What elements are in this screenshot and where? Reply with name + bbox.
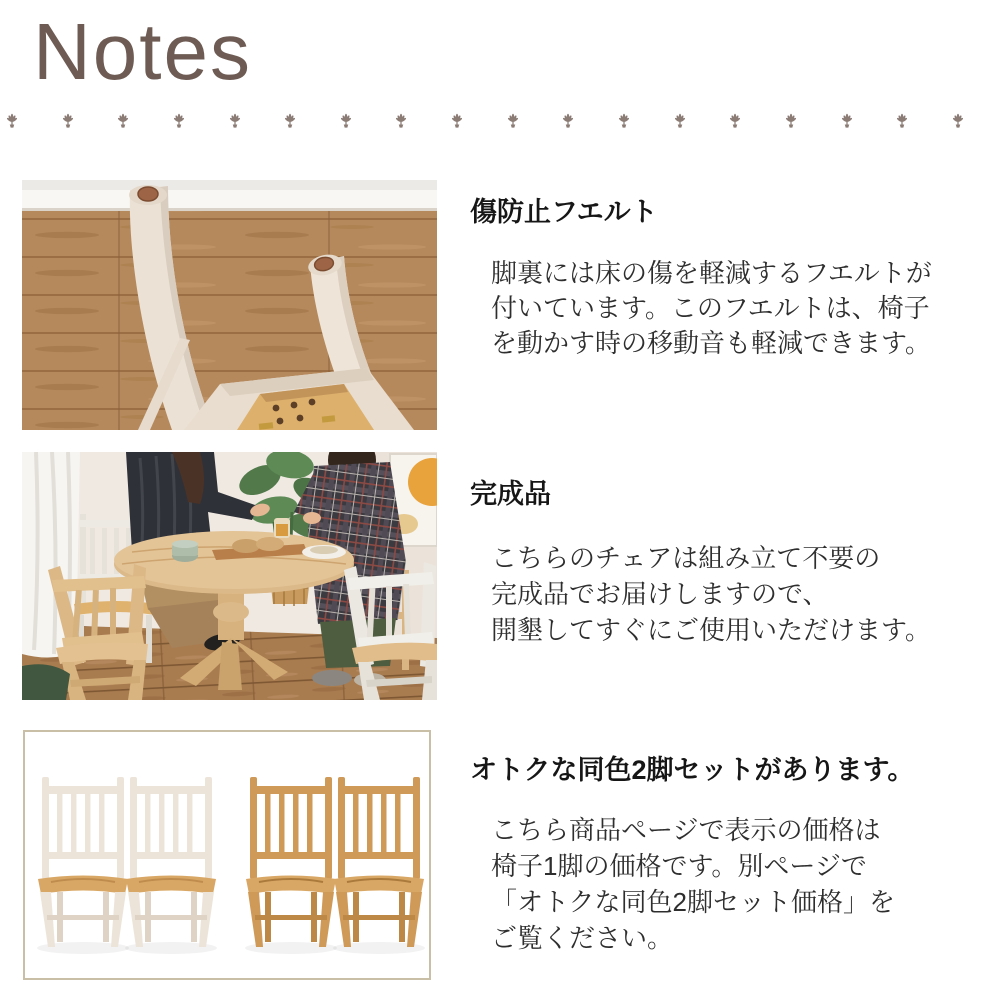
palmette-icon: [951, 113, 965, 129]
section-set-body: [491, 812, 895, 956]
section-felt-heading: 傷防止フエルト: [470, 197, 658, 227]
palmette-icon: [228, 113, 242, 129]
felt-pads-photo: [22, 180, 437, 430]
body-line: 椅子1脚の価格です。別ページで: [491, 851, 867, 881]
section-finished-heading: 完成品: [470, 479, 551, 509]
dining-scene-photo: [22, 452, 437, 700]
palmette-icon: [617, 113, 631, 129]
body-line: ご覧ください。: [491, 923, 674, 953]
chair-set-photo: [23, 730, 431, 980]
body-line: 完成品でお届けしますので、: [491, 579, 829, 609]
section-felt-body: [491, 256, 932, 361]
palmette-icon: [116, 113, 130, 129]
palmette-icon: [561, 113, 575, 129]
body-line: こちらのチェアは組み立て不要の: [491, 543, 881, 573]
palmette-icon: [61, 113, 75, 129]
ornament-divider-row: [5, 111, 965, 131]
palmette-icon: [339, 113, 353, 129]
body-line: 「オトクな同色2脚セット価格」を: [491, 887, 895, 917]
palmette-icon: [895, 113, 909, 129]
palmette-icon: [784, 113, 798, 129]
section-finished-body: [491, 540, 931, 648]
palmette-icon: [506, 113, 520, 129]
body-line: 開墾してすぐにご使用いただけます。: [491, 615, 931, 645]
palmette-icon: [840, 113, 854, 129]
palmette-icon: [450, 113, 464, 129]
palmette-icon: [728, 113, 742, 129]
palmette-icon: [5, 113, 19, 129]
palmette-icon: [394, 113, 408, 129]
palmette-icon: [283, 113, 297, 129]
chair-set-illustration: [23, 730, 431, 980]
palmette-icon: [673, 113, 687, 129]
palmette-icon: [172, 113, 186, 129]
body-line: 脚裏には床の傷を軽減するフエルトが: [491, 258, 932, 288]
body-line: こちら商品ページで表示の価格は: [491, 815, 881, 845]
page-title: Notes: [33, 7, 252, 96]
body-line: を動かす時の移動音も軽減できます。: [491, 328, 931, 358]
section-set-heading: オトクな同色2脚セットがあります。: [470, 755, 915, 785]
felt-pads-illustration: [22, 180, 437, 430]
body-line: 付いています。このフエルトは、椅子: [491, 293, 930, 323]
dining-scene-illustration: [22, 452, 437, 700]
